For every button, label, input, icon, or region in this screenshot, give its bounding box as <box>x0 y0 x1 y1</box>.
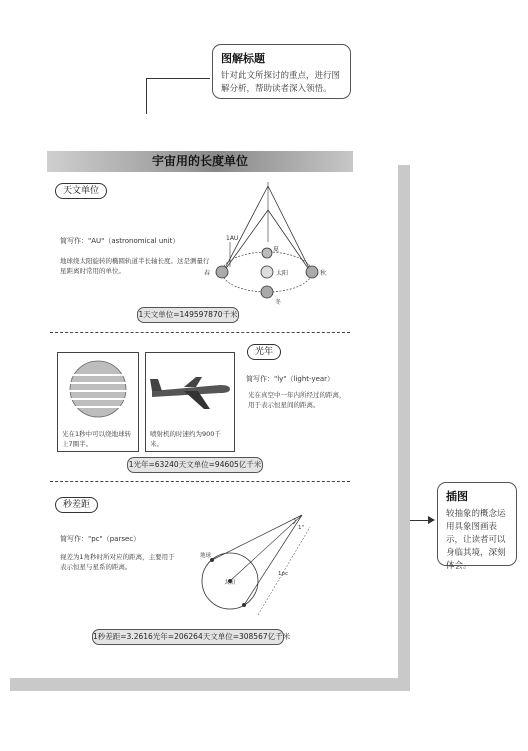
sun-label: 太阳 <box>276 270 289 277</box>
pc-sun-label: 太阳 <box>224 580 236 586</box>
pc-abbr: 简写作："pc"（parsec） <box>60 535 141 543</box>
side-callout-arrow <box>428 516 435 524</box>
airplane-icon <box>146 353 234 423</box>
pc-angle-label: 1" <box>298 525 305 531</box>
au-abbr: 简写作："AU"（astronomical unit） <box>60 237 180 245</box>
page-title: 宇宙用的长度单位 <box>47 151 353 172</box>
ly-value: 1光年=63240天文单位=94605亿千米 <box>127 457 263 473</box>
summer-label: 夏 <box>273 246 280 253</box>
ly-abbr: 简写作："ly"（light-year） <box>246 375 335 383</box>
divider-1 <box>50 332 350 333</box>
ly-heading: 光年 <box>247 344 281 360</box>
pc-value: 1秒差距=3.2616光年=206264天文单位=308567亿千米 <box>92 629 284 645</box>
au-label: 1AU <box>226 235 239 242</box>
top-callout-line-v <box>146 78 147 114</box>
ly-description: 光在真空中一年内所经过的距离，用于表示恒星间的距离。 <box>248 391 346 409</box>
au-value: 1天文单位=149597870千米 <box>137 307 239 323</box>
winter-label: 冬 <box>275 299 282 306</box>
au-heading: 天文单位 <box>55 183 107 199</box>
pc-description: 视差为1角秒时所对应的距离，主要用于表示恒星与星系的距离。 <box>60 553 175 571</box>
pc-heading: 秒差距 <box>55 497 98 513</box>
side-callout <box>437 482 517 571</box>
photo-jet <box>145 352 235 452</box>
side-callout-body: 较抽象的概念运用具象图画表示，让读者可以身临其境，深刻体会。 <box>446 509 506 571</box>
globe-icon <box>58 353 138 423</box>
pc-earth-label: 地球 <box>200 553 212 559</box>
photo-earth-caption: 光在1秒中可以绕地球转上7圈半。 <box>62 430 132 448</box>
pc-distance-label: 1pc <box>278 571 289 577</box>
top-callout <box>212 44 351 99</box>
top-callout-line-h <box>146 78 210 79</box>
au-diagram <box>204 182 330 317</box>
spring-label: 春 <box>204 270 211 277</box>
photo-earth <box>57 352 139 452</box>
photo-jet-caption: 喷射机的时速约为900千米。 <box>150 430 221 448</box>
divider-2 <box>50 481 350 482</box>
top-callout-title: 图解标题 <box>221 52 265 65</box>
pc-diagram <box>198 505 318 625</box>
top-callout-body: 针对此文所探讨的重点，进行图解分析，帮助读者深入领悟。 <box>221 71 341 94</box>
autumn-label: 秋 <box>320 270 327 277</box>
side-callout-title: 插图 <box>446 490 468 503</box>
au-description: 地球绕太阳旋转的椭圆轨道半长轴长度。这是测量行星距离时常用的单位。 <box>60 257 210 275</box>
